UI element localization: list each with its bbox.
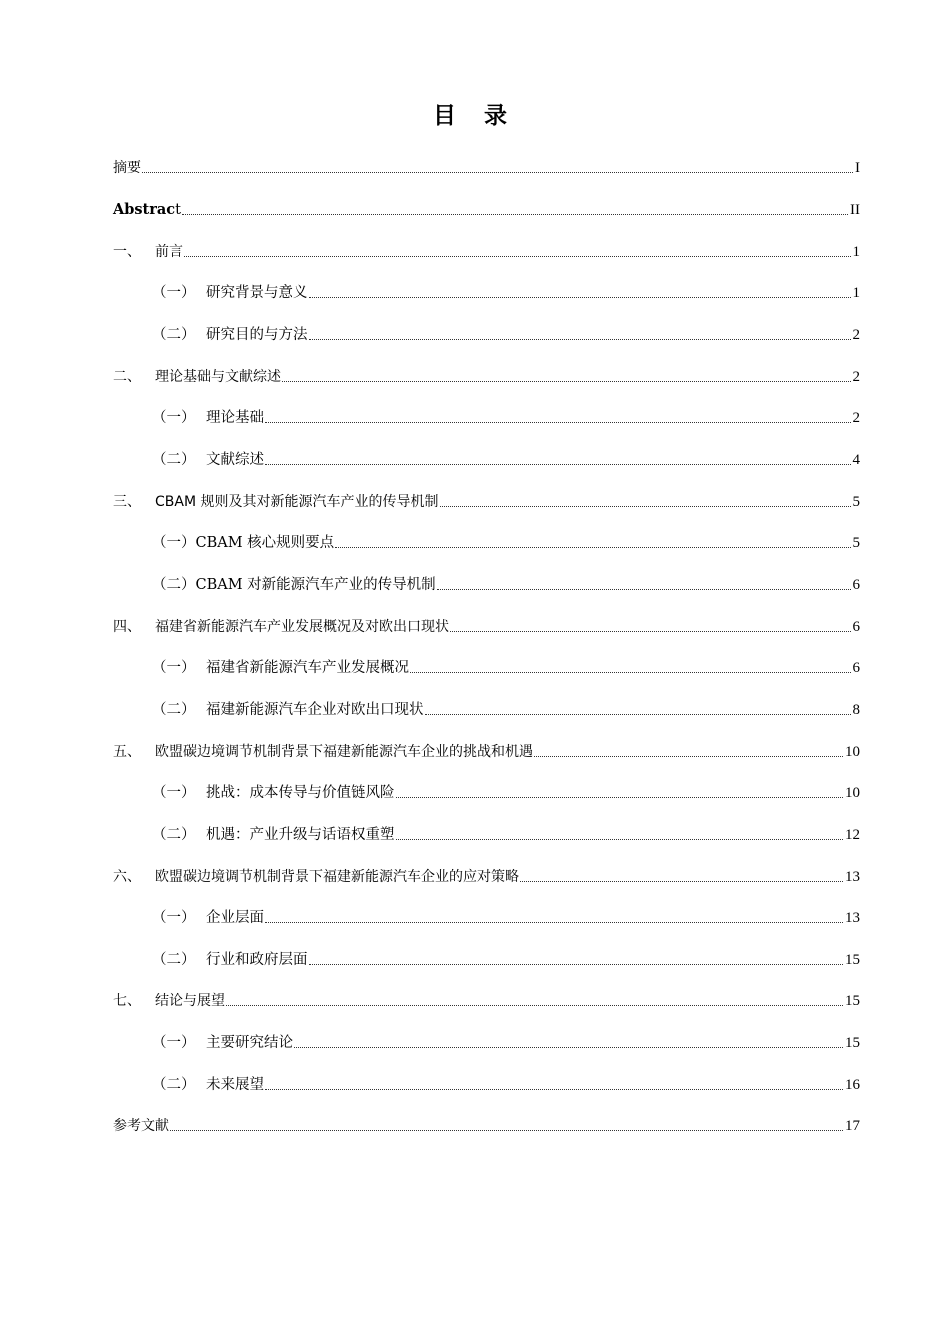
page-title: 目 录 (432, 103, 517, 129)
toc-entry-number: 二、 (113, 369, 141, 385)
toc-entry-section-2-2[interactable] (152, 448, 860, 470)
toc-entry-title: 未来展望 (206, 1077, 264, 1093)
toc-entry-page: 17 (845, 1118, 860, 1134)
toc-entry-abstract-cn[interactable] (113, 156, 860, 178)
toc-entry-number: 六、 (113, 869, 141, 885)
toc-entry-section-6-2[interactable] (152, 948, 860, 970)
dot-leader (520, 880, 843, 882)
dot-leader (437, 588, 851, 590)
toc-entry-chapter-1[interactable] (113, 240, 860, 262)
toc-entry-title: 摘要 (113, 160, 141, 176)
dot-leader (265, 421, 851, 423)
toc-entry-page: 2 (852, 410, 860, 426)
toc-entry-title: 主要研究结论 (206, 1035, 293, 1051)
toc-entry-number: 七、 (113, 993, 141, 1009)
toc-entry-number: （二） (152, 327, 196, 343)
dot-leader (170, 1129, 843, 1131)
toc-entry-title: 欧盟碳边境调节机制背景下福建新能源汽车企业的挑战和机遇 (155, 744, 533, 760)
toc-entry-page: 13 (845, 869, 860, 885)
toc-entry-page: 15 (845, 993, 860, 1009)
toc-entry-page: 8 (852, 702, 860, 718)
toc-entry-references[interactable] (113, 1114, 860, 1136)
dot-leader (294, 1046, 843, 1048)
toc-entry-title (113, 200, 181, 220)
dot-leader (309, 963, 844, 965)
toc-entry-number: 五、 (113, 744, 141, 760)
toc-entry-number: 四、 (113, 619, 141, 635)
toc-entry-title: CBAM 对新能源汽车产业的传导机制 (195, 577, 436, 593)
toc-entry-title: 福建省新能源汽车产业发展概况 (206, 660, 409, 676)
toc-entry-page: 15 (845, 1035, 860, 1051)
toc-entry-page: 2 (852, 369, 860, 385)
dot-leader (450, 630, 851, 632)
toc-entry-section-4-1[interactable] (152, 656, 860, 678)
toc-entry-page: 6 (852, 660, 860, 676)
dot-leader (182, 213, 848, 215)
toc-entry-page: 4 (852, 452, 860, 468)
toc-entry-number: （二） (152, 1077, 196, 1093)
toc-entry-chapter-5[interactable] (113, 740, 860, 762)
toc-entry-page: 1 (852, 285, 860, 301)
toc-entry-abstract-en[interactable] (113, 198, 860, 220)
toc-entry-title: 文献综述 (206, 452, 264, 468)
toc-entry-title-bold: Abstrac (113, 201, 176, 218)
dot-leader (410, 671, 851, 673)
toc-entry-page: 12 (845, 827, 860, 843)
toc-entry-section-3-1[interactable] (152, 531, 860, 553)
toc-entry-title: 行业和政府层面 (206, 952, 308, 968)
toc-entry-page: 5 (852, 535, 860, 551)
toc-entry-section-5-1[interactable] (152, 781, 860, 803)
toc-entry-title: 理论基础与文献综述 (155, 369, 281, 385)
toc-entry-number: （二） (152, 577, 196, 593)
toc-entry-number: （二） (152, 952, 196, 968)
toc-entry-number: （一） (152, 660, 196, 676)
toc-entry-page: 13 (845, 910, 860, 926)
toc-entry-section-5-2[interactable] (152, 823, 860, 845)
toc-entry-page: 5 (852, 494, 860, 510)
toc-entry-section-7-1[interactable] (152, 1031, 860, 1053)
toc-entry-page: II (850, 202, 860, 218)
dot-leader (142, 171, 853, 173)
toc-entry-number: （二） (152, 827, 196, 843)
toc-entry-section-7-2[interactable] (152, 1073, 860, 1095)
toc-entry-page: 16 (845, 1077, 860, 1093)
toc-entry-title: 研究目的与方法 (206, 327, 308, 343)
toc-entry-title-rest: t (175, 202, 181, 218)
dot-leader (309, 296, 851, 298)
toc-entry-title: 研究背景与意义 (206, 285, 308, 301)
toc-entry-section-1-1[interactable] (152, 281, 860, 303)
toc-entry-page: 1 (852, 244, 860, 260)
toc-entry-chapter-2[interactable] (113, 365, 860, 387)
dot-leader (265, 921, 843, 923)
toc-entry-page: 15 (845, 952, 860, 968)
toc-entry-number: （一） (152, 410, 196, 426)
dot-leader (226, 1004, 843, 1006)
toc-entry-page: I (855, 160, 860, 176)
toc-entry-title: 欧盟碳边境调节机制背景下福建新能源汽车企业的应对策略 (155, 869, 519, 885)
toc-entry-title: 机遇：产业升级与话语权重塑 (206, 827, 395, 843)
toc-entry-number: （一） (152, 1035, 196, 1051)
toc-entry-chapter-6[interactable] (113, 865, 860, 887)
toc-entry-number: （一） (152, 910, 196, 926)
dot-leader (309, 338, 851, 340)
toc-entry-number: （一） (152, 535, 196, 551)
dot-leader (396, 796, 844, 798)
toc-entry-chapter-4[interactable] (113, 615, 860, 637)
toc-entry-number: （一） (152, 785, 196, 801)
dot-leader (335, 546, 850, 548)
toc-entry-title: 结论与展望 (155, 993, 225, 1009)
dot-leader (265, 1088, 843, 1090)
toc-entry-number: 一、 (113, 244, 141, 260)
toc-entry-chapter-7[interactable] (113, 989, 860, 1011)
toc-entry-title: 企业层面 (206, 910, 264, 926)
toc-entry-section-2-1[interactable] (152, 406, 860, 428)
toc-entry-section-1-2[interactable] (152, 323, 860, 345)
toc-entry-title: 福建新能源汽车企业对欧出口现状 (206, 702, 424, 718)
toc-entry-number: （一） (152, 285, 196, 301)
toc-entry-page: 10 (845, 785, 860, 801)
dot-leader (184, 255, 851, 257)
dot-leader (440, 505, 851, 507)
toc-entry-title: 福建省新能源汽车产业发展概况及对欧出口现状 (155, 619, 449, 635)
toc-entry-page: 6 (852, 577, 860, 593)
toc-entry-title: CBAM 核心规则要点 (195, 535, 335, 551)
toc-entry-section-4-2[interactable] (152, 698, 860, 720)
toc-entry-page: 6 (852, 619, 860, 635)
dot-leader (425, 713, 851, 715)
toc-entry-number: （二） (152, 452, 196, 468)
toc-entry-number: 三、 (113, 494, 141, 510)
toc-entry-section-6-1[interactable] (152, 906, 860, 928)
toc-entry-title: 理论基础 (206, 410, 264, 426)
toc-entry-page: 2 (852, 327, 860, 343)
toc-entry-page: 10 (845, 744, 860, 760)
dot-leader (396, 838, 844, 840)
toc-entry-title: 参考文献 (113, 1118, 169, 1134)
toc-entry-title: 前言 (155, 244, 183, 260)
dot-leader (282, 380, 851, 382)
toc-entry-title: 挑战：成本传导与价值链风险 (206, 785, 395, 801)
toc-entry-section-3-2[interactable] (152, 573, 860, 595)
dot-leader (534, 755, 843, 757)
dot-leader (265, 463, 851, 465)
toc-entry-title: CBAM 规则及其对新能源汽车产业的传导机制 (155, 494, 439, 510)
toc-entry-chapter-3[interactable] (113, 490, 860, 512)
toc-entry-number: （二） (152, 702, 196, 718)
